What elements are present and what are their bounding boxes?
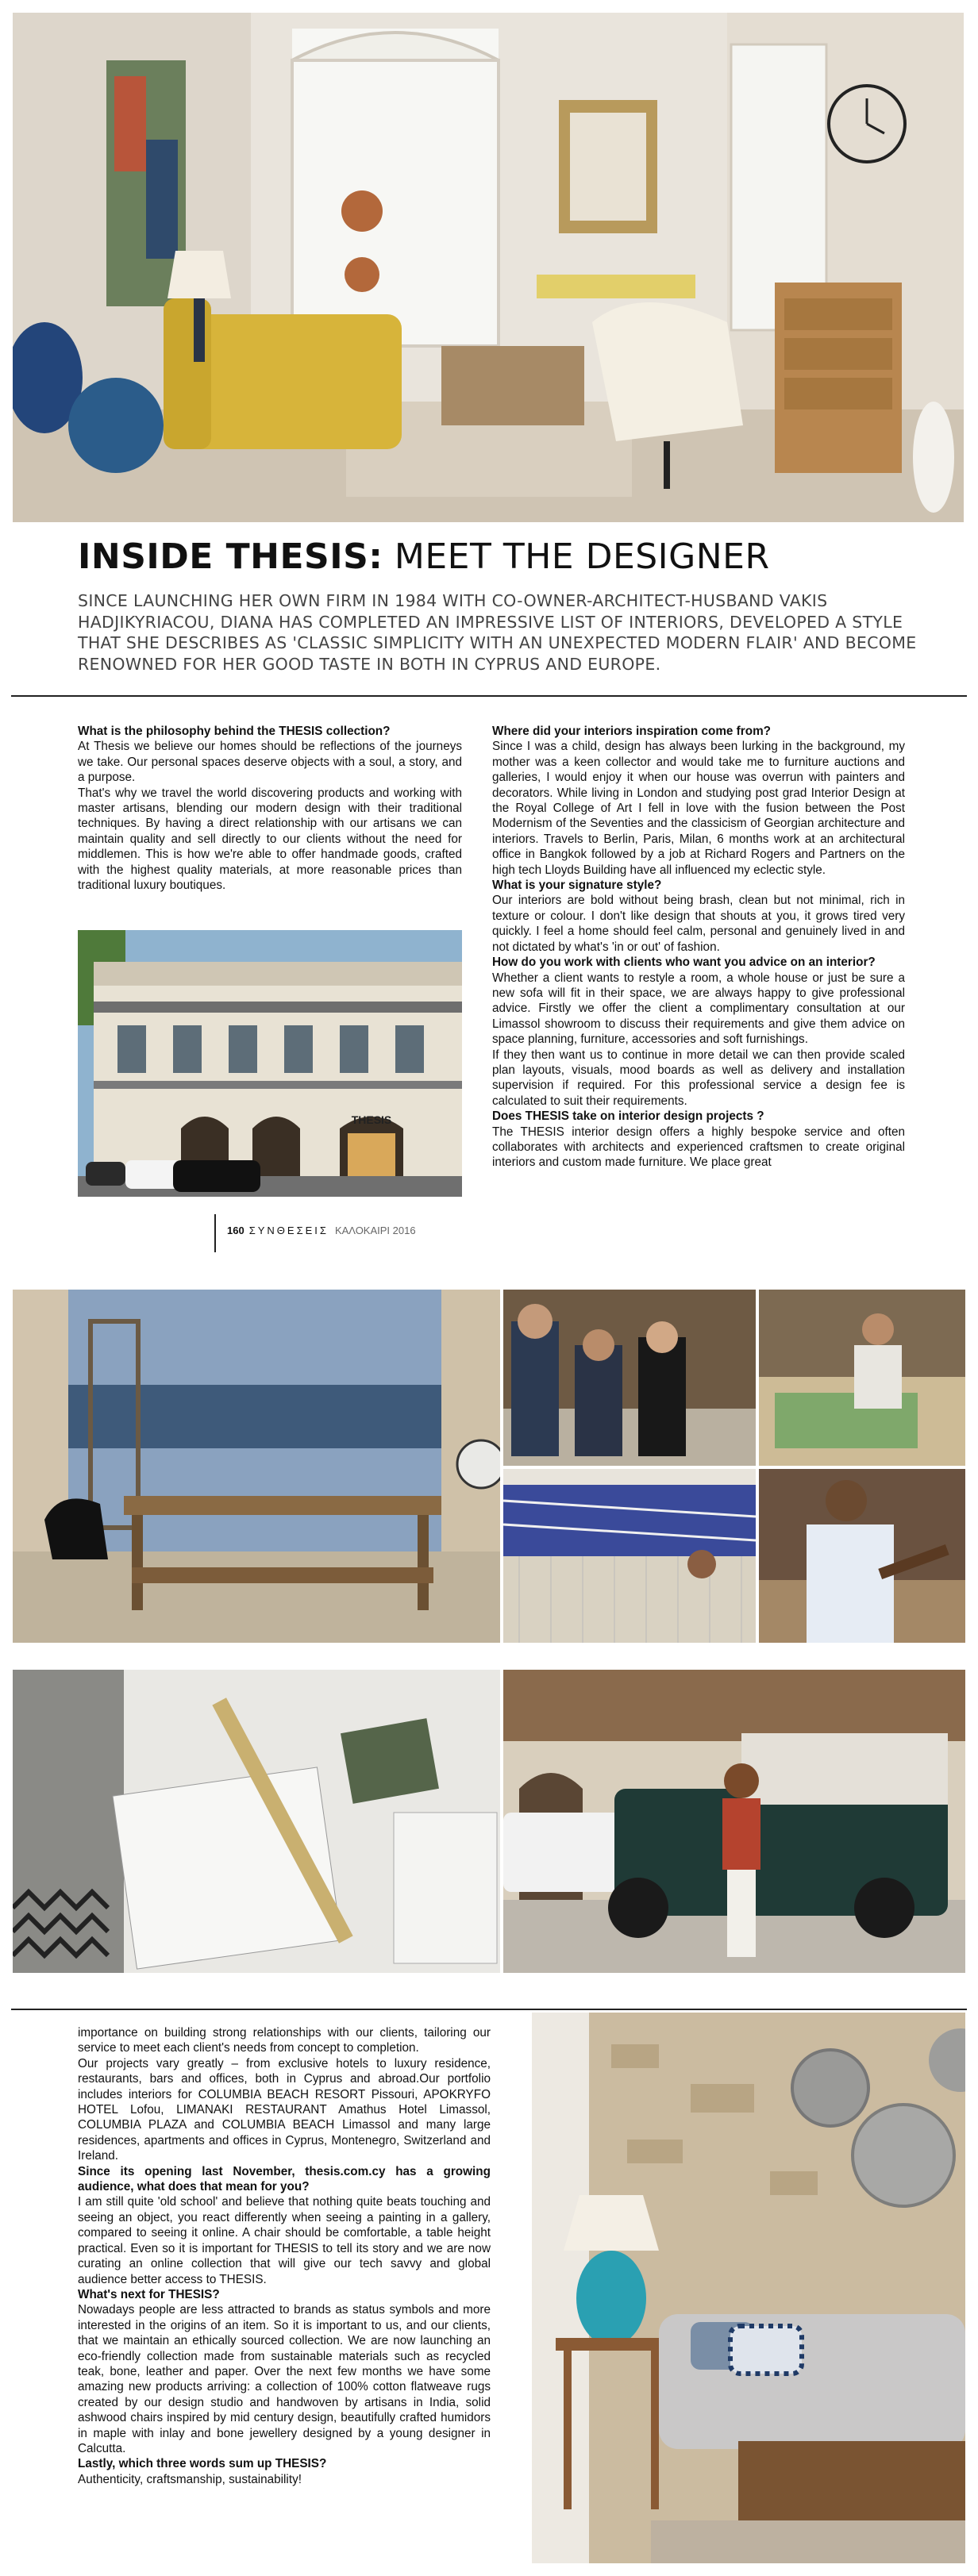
answer-paragraph: Authenticity, craftsmanship, sustainability! bbox=[78, 2472, 302, 2486]
storefront-sign: THESIS bbox=[351, 1113, 392, 1126]
answer-paragraph: I am still quite 'old school' and believe that nothing quite beats touching and seeing an object, you react differently when seeing a painting in a gallery, compared to seeing it online. A chair should be comfortable, a table height practical. Even so it is important for THESIS to tell its story and we are now curating an online collection that will give our tech savvy and global audience better access to THESIS. bbox=[78, 2195, 491, 2286]
issue-season: ΚΑΛΟΚΑΙΡΙ 2016 bbox=[334, 1225, 416, 1236]
lounge-corner-photo bbox=[532, 2013, 965, 2563]
dining-room-photo bbox=[13, 1290, 500, 1643]
answer-paragraph: Our interiors are bold without being brash, clean but not minimal, rich in texture or colour. I don't like design that shouts at you, it grows tired very quickly. I feel a home should feel calm, personal and genuinely lived in and not dictated by what's 'in or out' of fashion. bbox=[492, 894, 905, 954]
question: Where did your interiors inspiration come from? bbox=[492, 725, 772, 738]
title-bold: INSIDE THESIS: bbox=[78, 536, 383, 577]
question: Lastly, which three words sum up THESIS? bbox=[78, 2457, 327, 2471]
page-footer bbox=[227, 1225, 416, 1236]
answer-paragraph: If they then want us to continue in more detail we can then provide scaled plan layouts, visuals, mood boards as well as delivery and installation supervision if required. For this professional service a design fee is calculated to suit their requirements. bbox=[492, 1048, 905, 1108]
bottom-column bbox=[78, 2025, 491, 2487]
question: What's next for THESIS? bbox=[78, 2287, 220, 2301]
storefront-photo bbox=[78, 930, 462, 1197]
moodboard-photo bbox=[13, 1670, 500, 1973]
question: How do you work with clients who want you advice on an interior? bbox=[492, 955, 876, 970]
answer-paragraph: Whether a client wants to restyle a room, a whole house or just be sure a new sofa will fit in their space, we are always happy to give professional advice. Firstly we offer the client a complimentary consultation at our Limassol showroom to discuss their requirements and give them advice on space planning, furniture, accessories and soft furnishings. bbox=[492, 971, 905, 1047]
left-column bbox=[78, 724, 462, 893]
question: Since its opening last November, thesis.com.cy has a growing audience, what does that mean for you? bbox=[78, 2164, 491, 2194]
answer-paragraph: That's why we travel the world discovering products and working with master artisans, blending our modern design with their traditional techniques. By having a direct relationship with our artisans we can maintain quality and sell directly to our clients without the need for middlemen. This is how we're able to offer handmade goods, crafted with the highest quality materials, at more reasonable prices than traditional luxury boutiques. bbox=[78, 786, 462, 893]
answer-paragraph: Since I was a child, design has always been lurking in the background, my mother was a keen collector and would take me to furniture auctions and galleries, I would enjoy it when our house was overrun with painters and decorators. While living in London and studying post grad Interior Design at the Royal College of Art I fell in love with the fusion between the Post Modernism of the Seventies and the classicism of Georgian architecture and interiors. Travels to Berlin, Paris, Milan, 6 months work at an architectural office in Bangkok followed by a job at Richard Rogers and Partners on the high tech Lloyds Building have all influenced my eclectic style. bbox=[492, 740, 905, 877]
answer-paragraph: importance on building strong relationships with our clients, tailoring our service to meet each client's needs from concept to completion. bbox=[78, 2026, 491, 2055]
divider-top bbox=[11, 695, 967, 697]
answer-paragraph: At Thesis we believe our homes should be reflections of the journeys we take. Our personal spaces deserve objects with a soul, a story, and a purpose. bbox=[78, 740, 462, 785]
workshop-team-photo bbox=[503, 1290, 756, 1466]
question: What is the philosophy behind the THESIS collection? bbox=[78, 725, 391, 738]
answer-paragraph: The THESIS interior design offers a highly bespoke service and often collaborates with architects and experienced craftsmen to create original interiors and custom made furniture. We place great bbox=[492, 1125, 905, 1170]
divider-bottom bbox=[11, 2009, 967, 2010]
page-title bbox=[78, 536, 770, 577]
page-number: 160 bbox=[227, 1225, 244, 1236]
title-light: MEET THE DESIGNER bbox=[383, 536, 770, 577]
answer-paragraph: Nowadays people are less attracted to brands as status symbols and more interested in the origins of an item. So it is important to us, and our clients, that we maintain an ethically sourced collection. We are now launching an eco-friendly collection made from sustainable materials such as recycled teak, bone, leather and paper. Over the next few months we have some amazing new products arriving: a collection of 100% cotton flatweave rugs created by our design studio and handwoven by artisans in India, solid ashwood chairs inspired by mid century design, beautifully crafted humidors in maple with inlay and bone jewellery designed by a young designer in Calcutta. bbox=[78, 2303, 491, 2455]
answer-paragraph: Our projects vary greatly – from exclusive hotels to luxury residence, restaurants, bars and offices, both in Cyprus and abroad.Our portfolio includes interiors for COLUMBIA BEACH RESORT Pissouri, APOKRYFO HOTEL Lofou, LIMANAKI RESTAURANT Amathus Hotel Limassol, COLUMBIA PLAZA and COLUMBIA BEACH Limassol and many large residences, apartments and offices in Cyprus, Montenegro, Switzerland and Ireland. bbox=[78, 2056, 491, 2163]
magazine-name: ΣΥΝΘΕΣΕΙΣ bbox=[248, 1225, 329, 1236]
living-room-photo bbox=[13, 13, 964, 522]
footer-divider bbox=[214, 1214, 216, 1252]
rug-weaving-photo bbox=[503, 1469, 756, 1643]
intro-text: SINCE LAUNCHING HER OWN FIRM IN 1984 WITH CO-OWNER-ARCHITECT-HUSBAND VAKIS HADJIKYRIACOU, DIANA HAS COMPLETED AN IMPRESSIVE LIST OF INTERIORS, DEVELOPED A STYLE THAT SHE DESCRIBES AS 'CLASSIC SIMPLICITY WITH AN UNEXPECTED MODERN FLAIR' AND BECOME RENOWNED FOR HER GOOD TASTE IN BOTH IN CYPRUS AND EUROPE. bbox=[78, 591, 917, 674]
question: Does THESIS take on interior design projects ? bbox=[492, 1109, 764, 1124]
right-column bbox=[492, 724, 905, 1171]
designer-with-jeep-photo bbox=[503, 1670, 965, 1973]
craftsman-photo bbox=[759, 1469, 965, 1643]
artisan-painting-photo bbox=[759, 1290, 965, 1466]
question: What is your signature style? bbox=[492, 879, 662, 893]
